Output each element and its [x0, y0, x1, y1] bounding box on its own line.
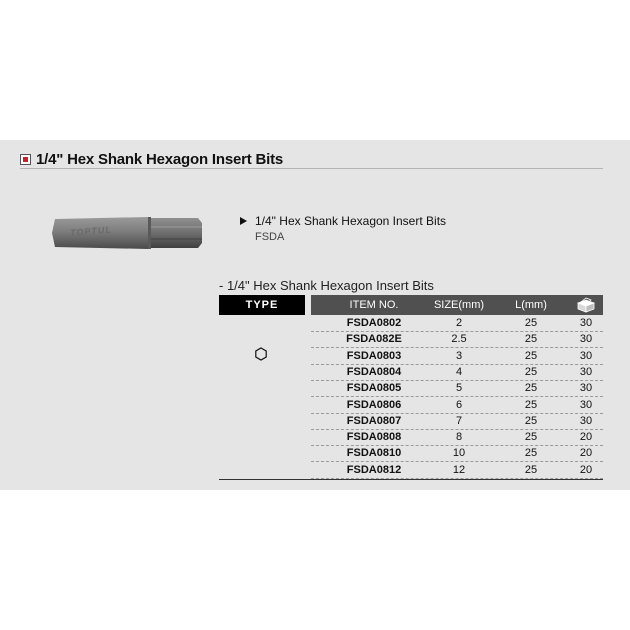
product-name-row — [240, 214, 446, 228]
item-no-cell: FSDA0812 — [346, 463, 402, 476]
table-row — [311, 414, 603, 430]
triangle-bullet-icon — [240, 217, 247, 225]
table-row — [311, 463, 603, 479]
qty-cell: 20 — [579, 431, 593, 444]
table-row — [311, 365, 603, 381]
type-column-header: TYPE — [219, 295, 305, 315]
brand-logo: TOPTUL — [69, 224, 113, 239]
size-cell: 2 — [455, 317, 463, 329]
length-cell: 25 — [524, 382, 538, 395]
section-bullet-icon — [20, 154, 31, 165]
table-header — [311, 295, 603, 315]
qty-cell: 30 — [579, 333, 593, 346]
item-no-cell: FSDA082E — [346, 333, 402, 346]
length-cell: 25 — [524, 447, 538, 460]
page-title: 1/4" Hex Shank Hexagon Insert Bits — [36, 151, 284, 168]
product-name: 1/4" Hex Shank Hexagon Insert Bits — [255, 214, 447, 228]
size-cell: 10 — [452, 447, 466, 460]
hexagon-icon — [254, 347, 268, 361]
length-cell: 25 — [524, 431, 538, 444]
size-cell: 3 — [455, 349, 463, 362]
title-divider — [20, 168, 603, 169]
length-cell: 25 — [524, 414, 538, 427]
length-header: L(mm) — [515, 299, 547, 311]
size-cell: 2.5 — [451, 333, 467, 346]
item-no-cell: FSDA0806 — [346, 398, 402, 411]
table-bottom-rule — [219, 479, 603, 480]
length-cell: 25 — [524, 349, 538, 362]
product-code: FSDA — [255, 231, 285, 243]
table-row — [311, 381, 603, 397]
table-row — [311, 332, 603, 348]
table-row — [311, 316, 603, 332]
size-cell: 8 — [455, 431, 463, 444]
qty-cell: 30 — [579, 317, 593, 329]
product-image — [52, 215, 202, 251]
qty-cell: 20 — [579, 447, 593, 460]
qty-cell: 30 — [579, 365, 593, 378]
length-cell: 25 — [524, 333, 538, 346]
section-header — [20, 151, 283, 168]
item-no-cell: FSDA0810 — [346, 447, 402, 460]
box-icon — [577, 297, 595, 313]
table-title: - 1/4" Hex Shank Hexagon Insert Bits — [219, 278, 434, 293]
size-header: SIZE(mm) — [433, 299, 485, 311]
item-no-cell: FSDA0802 — [346, 317, 402, 329]
length-cell: 25 — [524, 365, 538, 378]
size-cell: 4 — [455, 365, 463, 378]
item-no-cell: FSDA0808 — [346, 431, 402, 444]
qty-cell: 30 — [579, 398, 593, 411]
size-cell: 6 — [455, 398, 463, 411]
table-row — [311, 349, 603, 365]
qty-cell: 30 — [579, 382, 593, 395]
qty-cell: 30 — [579, 349, 593, 362]
length-cell: 25 — [524, 398, 538, 411]
size-cell: 12 — [452, 463, 466, 476]
length-cell: 25 — [524, 317, 538, 329]
item-no-cell: FSDA0805 — [346, 382, 402, 395]
table-row — [311, 446, 603, 462]
table-row — [311, 398, 603, 414]
item-no-header: ITEM NO. — [349, 299, 399, 311]
length-cell: 25 — [524, 463, 538, 476]
size-cell: 5 — [455, 382, 463, 395]
item-no-cell: FSDA0804 — [346, 365, 402, 378]
qty-cell: 20 — [579, 463, 593, 476]
table-row — [311, 430, 603, 446]
qty-header — [569, 295, 603, 315]
size-cell: 7 — [455, 414, 463, 427]
qty-cell: 30 — [579, 414, 593, 427]
item-no-cell: FSDA0807 — [346, 414, 402, 427]
item-no-cell: FSDA0803 — [346, 349, 402, 362]
